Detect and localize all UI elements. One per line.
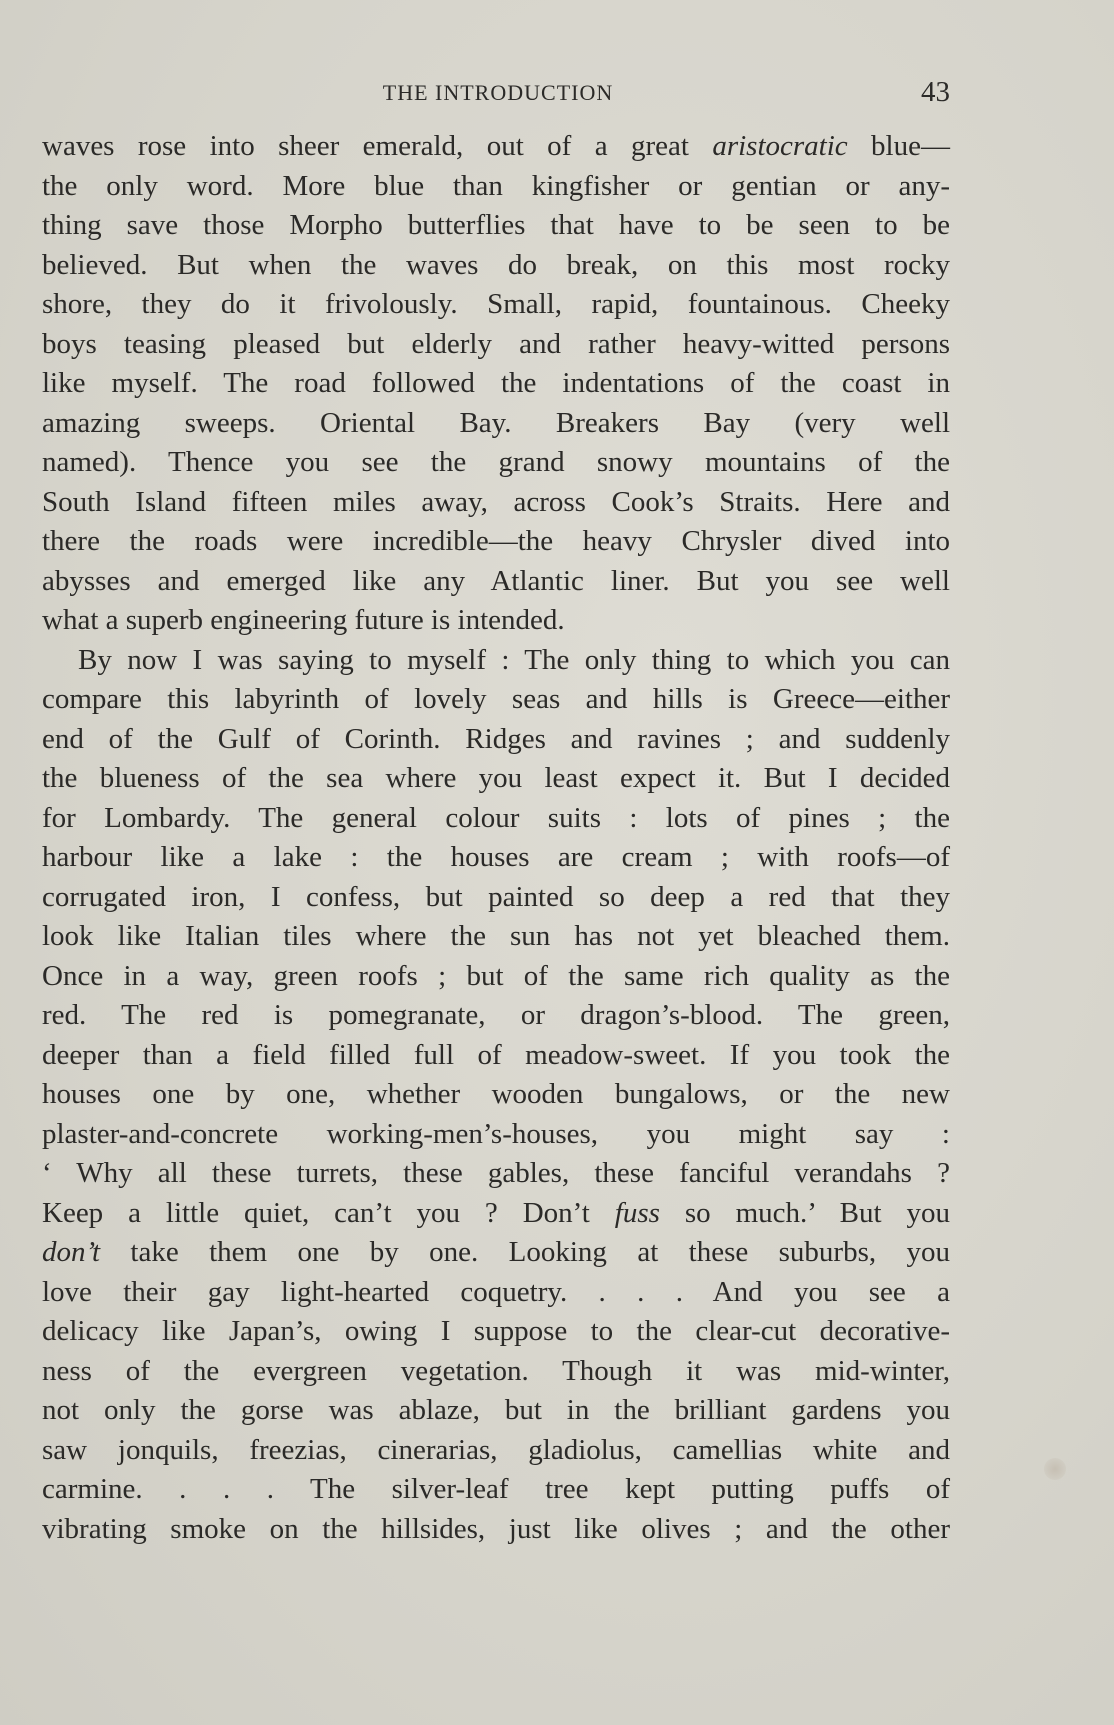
text-line <box>42 285 950 325</box>
text-run: look like Italian tiles where the sun has not yet bleached them. <box>42 920 950 952</box>
text-line <box>42 720 950 760</box>
text-run: for Lombardy. The general colour suits : lots of pines ; the <box>42 801 950 834</box>
text-line <box>42 1233 950 1273</box>
text-line <box>42 680 950 720</box>
text-line <box>42 838 950 878</box>
text-line <box>42 1431 950 1471</box>
running-title: THE INTRODUCTION <box>382 80 614 105</box>
italic-text: don’t <box>42 1236 100 1268</box>
text-run: named). Thence you see the grand snowy mountains of the <box>42 446 950 478</box>
text-run: thing save those Morpho butterflies that have to be seen to be <box>42 209 950 241</box>
italic-text: fuss <box>614 1196 660 1229</box>
text-line <box>42 601 950 641</box>
text-run: By now I was saying to myself : The only thing to which you can <box>78 643 950 676</box>
text-run: Keep a little quiet, can’t you ? Don’t <box>42 1196 615 1229</box>
text-run: amazing sweeps. Oriental Bay. Breakers Bay (very well <box>42 406 950 439</box>
text-run: Once in a way, green roofs ; but of the same rich quality as the <box>42 959 950 992</box>
text-line <box>42 1510 950 1550</box>
text-line <box>42 878 950 918</box>
text-line <box>42 1194 950 1234</box>
text-run: abysses and emerged like any Atlantic liner. But you see well <box>42 564 950 597</box>
text-run: delicacy like Japan’s, owing I suppose to the clear-cut decorative- <box>42 1315 950 1347</box>
text-line <box>42 799 950 839</box>
text-run: what a superb engineering future is intended. <box>42 604 565 636</box>
text-run: South Island fifteen miles away, across Cook’s Straits. Here and <box>42 485 950 518</box>
text-run: corrugated iron, I confess, but painted so deep a red that they <box>42 880 950 913</box>
text-line <box>42 1273 950 1313</box>
text-run: take them one by one. Looking at these suburbs, you <box>100 1236 950 1268</box>
text-run: so much.’ But you <box>659 1196 951 1229</box>
text-run: ‘ Why all these turrets, these gables, these fanciful verandahs ? <box>42 1157 950 1189</box>
text-run: like myself. The road followed the indentations of the coast in <box>42 367 950 399</box>
body-text <box>42 127 950 1549</box>
text-run: the only word. More blue than kingfisher or gentian or any- <box>42 169 950 202</box>
text-run: saw jonquils, freezias, cinerarias, gladiolus, camellias white and <box>42 1433 950 1466</box>
text-line <box>42 1312 950 1352</box>
text-line <box>42 1075 950 1115</box>
text-run: ness of the evergreen vegetation. Though it was mid-winter, <box>42 1354 950 1387</box>
text-line <box>42 996 950 1036</box>
text-line <box>42 167 950 207</box>
text-run: plaster-and-concrete working-men’s-houses, you might say : <box>42 1117 950 1150</box>
text-run: deeper than a field filled full of meadow-sweet. If you took the <box>42 1038 950 1071</box>
text-line <box>42 1115 950 1155</box>
text-line <box>42 1036 950 1076</box>
text-run: red. The red is pomegranate, or dragon’s-blood. The green, <box>42 999 950 1031</box>
text-line <box>42 404 950 444</box>
text-run: compare this labyrinth of lovely seas and hills is Greece—either <box>42 683 950 715</box>
text-line <box>42 206 950 246</box>
text-run: vibrating smoke on the hillsides, just like olives ; and the other <box>42 1512 950 1545</box>
italic-text: aristocratic <box>712 130 848 162</box>
text-line <box>42 1391 950 1431</box>
text-line <box>42 364 950 404</box>
text-line <box>42 641 950 681</box>
text-run: waves rose into sheer emerald, out of a great <box>42 130 713 162</box>
text-line <box>42 1352 950 1392</box>
text-line <box>42 325 950 365</box>
text-line <box>42 1470 950 1510</box>
text-run: blue— <box>847 130 950 162</box>
text-line <box>42 957 950 997</box>
text-line <box>42 522 950 562</box>
text-run: boys teasing pleased but elderly and rather heavy-witted persons <box>42 327 950 360</box>
text-line <box>42 443 950 483</box>
text-run: harbour like a lake : the houses are cream ; with roofs—of <box>42 841 950 873</box>
text-line <box>42 127 950 167</box>
paper-stain <box>1044 1458 1066 1480</box>
text-run: love their gay light-hearted coquetry. . . . And you see a <box>42 1275 950 1308</box>
text-run: the blueness of the sea where you least expect it. But I decided <box>42 762 950 794</box>
text-line <box>42 562 950 602</box>
text-line <box>42 246 950 286</box>
page-number: 43 <box>921 76 950 108</box>
text-line <box>42 1154 950 1194</box>
text-line <box>42 759 950 799</box>
text-run: houses one by one, whether wooden bungalows, or the new <box>42 1078 950 1110</box>
running-head <box>46 76 950 110</box>
text-line <box>42 483 950 523</box>
text-run: shore, they do it frivolously. Small, rapid, fountainous. Cheeky <box>42 288 950 320</box>
text-run: not only the gorse was ablaze, but in the brilliant gardens you <box>42 1394 950 1426</box>
text-run: there the roads were incredible—the heavy Chrysler dived into <box>42 525 950 557</box>
text-run: end of the Gulf of Corinth. Ridges and ravines ; and suddenly <box>42 722 950 755</box>
text-line <box>42 917 950 957</box>
text-run: believed. But when the waves do break, on this most rocky <box>42 248 950 281</box>
text-run: carmine. . . . The silver-leaf tree kept putting puffs of <box>42 1473 950 1505</box>
